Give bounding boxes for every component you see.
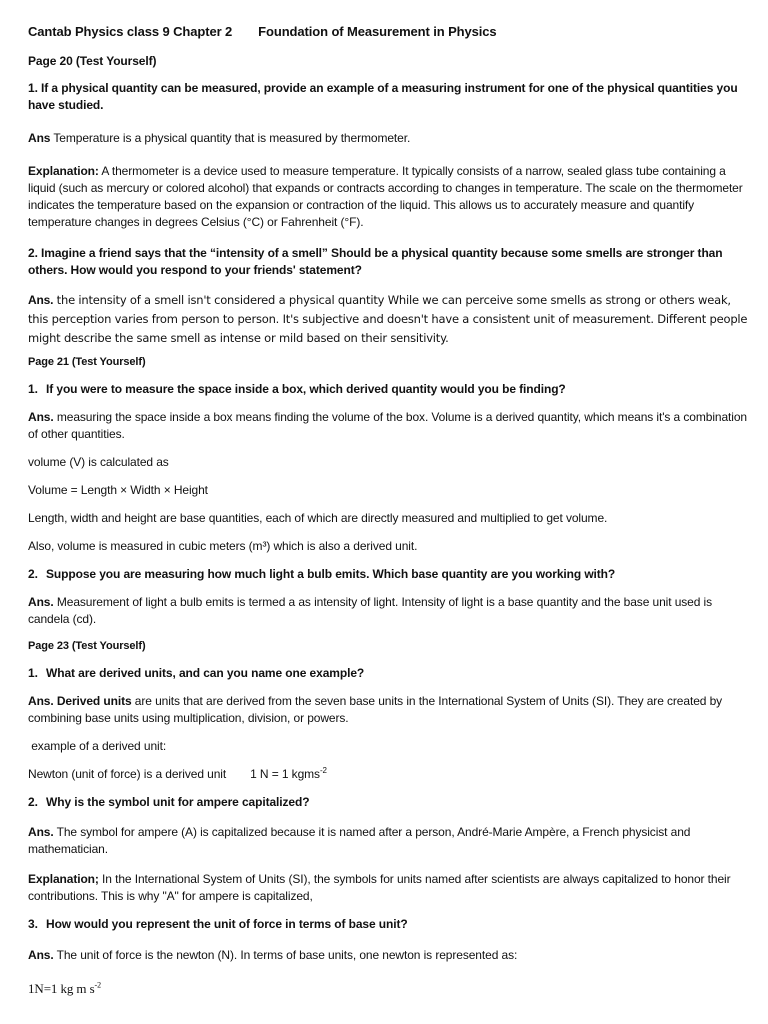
volume-formula: Volume = Length × Width × Height [28, 483, 208, 497]
document-page [28, 22, 750, 997]
newton-equation: 1 N = 1 kgms [250, 767, 320, 781]
explanation-text: A thermometer is a device used to measure temperature. It typically consists of a narrow, sealed glass tube containing a liquid (such as mercury or colored alcohol) that expands or contracts according to changes in temperature. The scale on the thermometer indicates the temperature based on the expansion or contraction of the liquid. This allows us to accurately measure and quantify temperature changes in degrees Celsius (°C) or Fahrenheit (°F). [28, 164, 743, 229]
final-force-equation [28, 980, 750, 997]
page-20-label: Page 20 (Test Yourself) [28, 54, 157, 68]
p23-answer-2 [28, 824, 750, 858]
newton-line [28, 766, 750, 783]
p20-question-2: 2. Imagine a friend says that the “intensity of a smell” Should be a physical quantity because some smells are stronger than others. How would you respond to your friends' statement? [28, 246, 723, 277]
answer-label: Ans [28, 131, 51, 145]
p20-question-1: 1. If a physical quantity can be measured, provide an example of a measuring instrument for one of the physical quantities you have studied. [28, 81, 738, 112]
answer-text: The unit of force is the newton (N). In terms of base units, one newton is represented as: [53, 948, 518, 962]
force-equation: 1N=1 kg m s [28, 981, 95, 996]
p21-answer-1 [28, 409, 750, 443]
chapter-title: Foundation of Measurement in Physics [258, 24, 497, 39]
newton-exponent: -2 [319, 766, 327, 775]
p23-question-1 [28, 665, 750, 682]
question-text: If you were to measure the space inside a box, which derived quantity would you be finding? [46, 382, 566, 396]
document-header [28, 22, 750, 42]
answer-text: Temperature is a physical quantity that is measured by thermometer. [50, 131, 411, 145]
question-text: How would you represent the unit of force in terms of base unit? [46, 917, 408, 931]
question-text: Why is the symbol unit for ampere capitalized? [46, 795, 310, 809]
answer-label: Ans. [28, 293, 54, 307]
volume-calc-line: volume (V) is calculated as [28, 455, 169, 469]
question-number: 2. [28, 567, 38, 581]
question-number: 1. [28, 382, 38, 396]
question-number: 3. [28, 917, 38, 931]
question-text: What are derived units, and can you name one example? [46, 666, 365, 680]
force-exponent: -2 [94, 980, 102, 990]
course-title: Cantab Physics class 9 Chapter 2 [28, 24, 233, 39]
p20-answer-1 [28, 130, 750, 147]
page-23-label: Page 23 (Test Yourself) [28, 640, 146, 652]
answer-label: Ans. [28, 410, 54, 424]
answer-text: the intensity of a smell isn't considered a physical quantity While we can perceive some smells as strong or others weak, this perception varies from person to person. It's subjective and doesn't have a consistent unit of measurement. Different people might describe the same smell as intense or mild based on their sensitivity. [28, 293, 748, 345]
answer-text: Measurement of light a bulb emits is termed a as intensity of light. Intensity of light is a base quantity and the base unit used is candela (cd). [28, 595, 713, 626]
derived-unit-example-line: example of a derived unit: [28, 739, 167, 753]
p21-answer-2 [28, 594, 750, 628]
answer-label: Ans. [28, 948, 54, 962]
answer-label: Ans. [28, 825, 54, 839]
answer-label: Ans. Derived units [28, 694, 132, 708]
p21-question-1 [28, 381, 750, 398]
explanation-label: Explanation: [28, 164, 99, 178]
p21-question-2 [28, 566, 750, 583]
base-quantities-line: Length, width and height are base quantities, each of which are directly measured and multiplied to get volume. [28, 511, 608, 525]
volume-unit-line: Also, volume is measured in cubic meters (m³) which is also a derived unit. [28, 539, 418, 553]
answer-label: Ans. [28, 595, 54, 609]
explanation-label: Explanation; [28, 872, 99, 886]
page-21-label: Page 21 (Test Yourself) [28, 356, 146, 368]
p23-answer-1 [28, 693, 750, 727]
answer-text: are units that are derived from the seven base units in the International System of Units (SI). They are created by combining base units using multiplication, division, or powers. [28, 694, 723, 725]
p23-question-2 [28, 794, 750, 811]
answer-text: measuring the space inside a box means finding the volume of the box. Volume is a derived quantity, which means it's a combination of other quantities. [28, 410, 747, 441]
p23-explanation-2 [28, 871, 750, 905]
question-text: Suppose you are measuring how much light a bulb emits. Which base quantity are you working with? [46, 567, 616, 581]
p20-answer-2 [28, 291, 750, 348]
question-number: 1. [28, 666, 38, 680]
p20-explanation-1 [28, 163, 750, 231]
p23-question-3 [28, 916, 750, 933]
answer-text: The symbol for ampere (A) is capitalized because it is named after a person, André-Marie Ampère, a French physicist and mathematician. [28, 825, 691, 856]
p23-answer-3 [28, 947, 750, 964]
explanation-text: In the International System of Units (SI), the symbols for units named after scientists are always capitalized to honor their contributions. This is why "A" for ampere is capitalized, [28, 872, 731, 903]
newton-description: Newton (unit of force) is a derived unit [28, 767, 227, 781]
question-number: 2. [28, 795, 38, 809]
